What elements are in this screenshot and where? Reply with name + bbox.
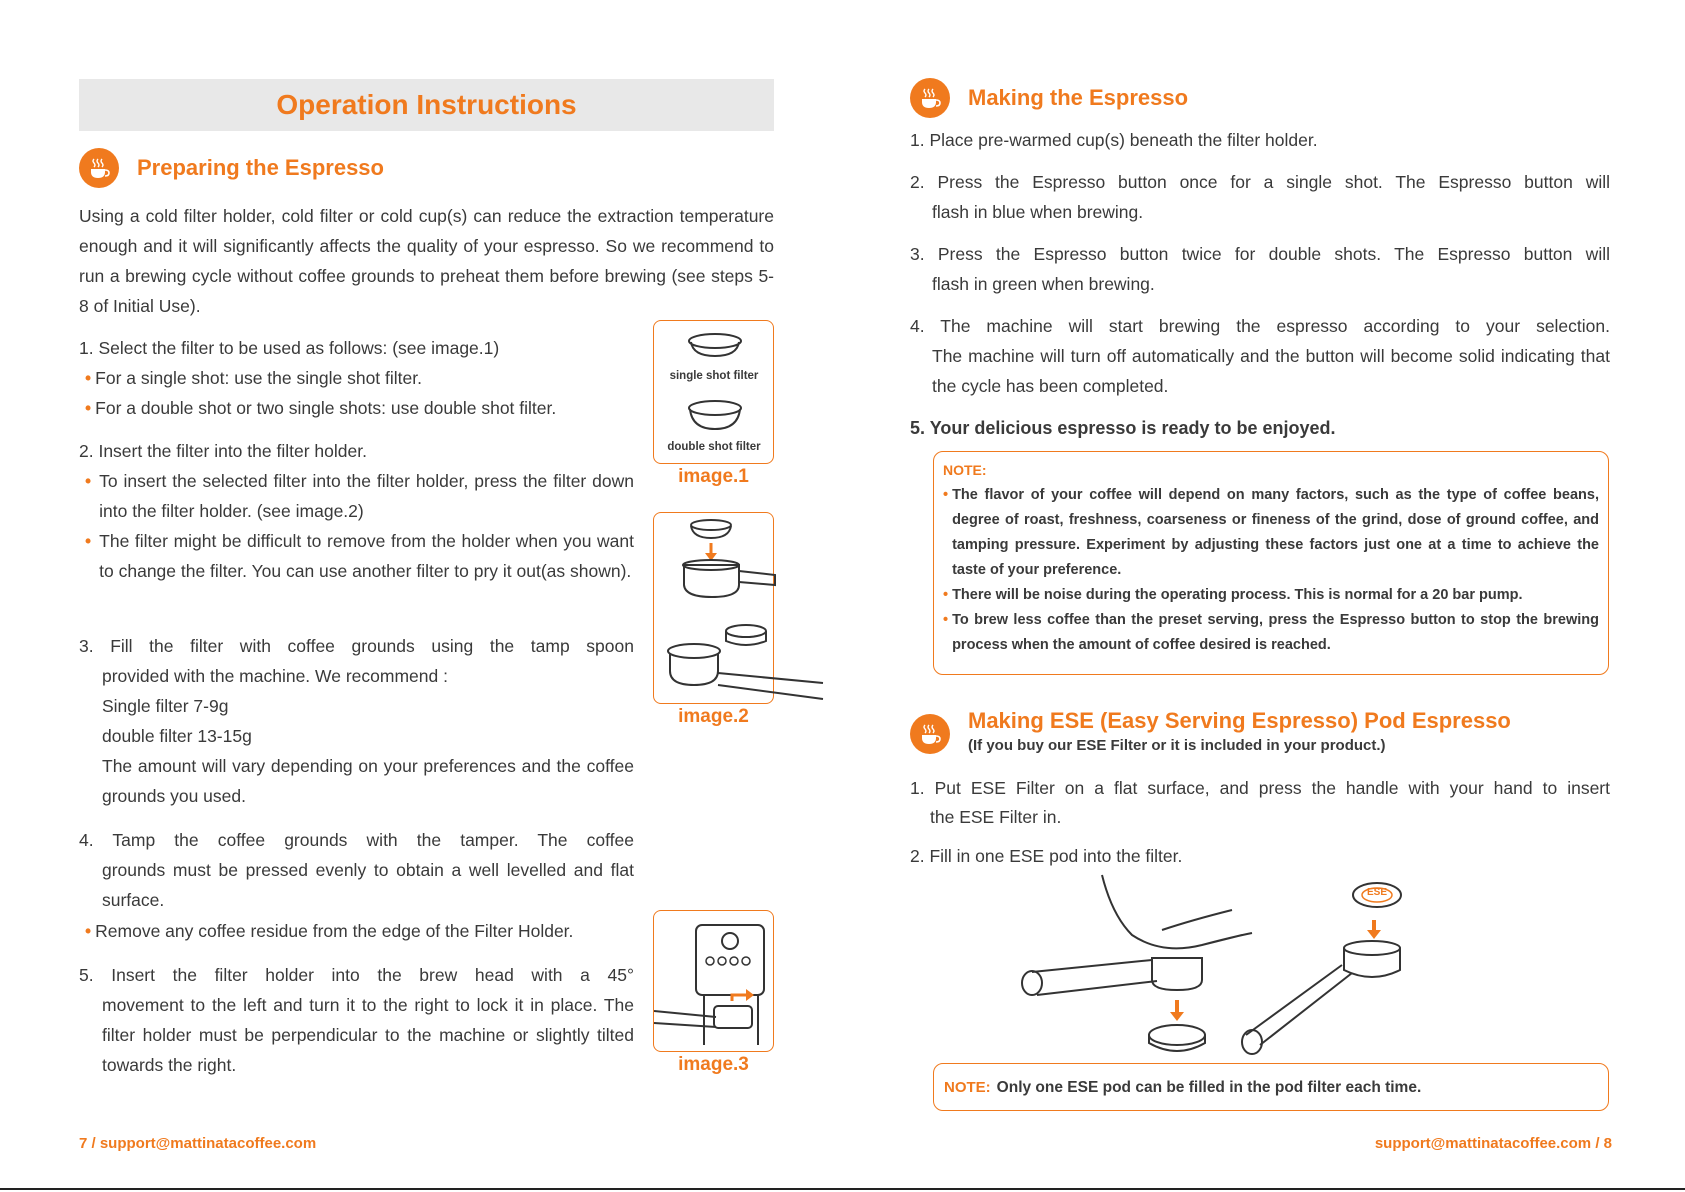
bullet-text: For a double shot or two single shots: use double shot filter. [95,398,557,418]
left-page [0,0,842,1192]
step-4-line-2: grounds must be pressed evenly to obtain a well levelled and flat surface. [102,860,634,910]
step-3-single: Single filter 7-9g [102,696,229,716]
ese-step-1-line-2: the ESE Filter in. [930,807,1062,827]
bullet-icon: • [85,921,92,941]
image-2-caption: image.2 [678,706,749,727]
make-step-4-line-1: 4. The machine will start brewing the espresso according to your selection. [910,316,1610,336]
note-heading: NOTE: [944,1078,991,1096]
coffee-cup-icon [910,714,950,754]
bottom-border [0,1188,1685,1190]
double-shot-filter-label: double shot filter [667,441,761,453]
bullet-icon: • [85,531,92,551]
coffee-cup-icon [79,148,119,188]
note-bullet-3 [943,608,1599,658]
intro-paragraph: Using a cold filter holder, cold filter or cold cup(s) can reduce the extraction temperature enough and it will significantly affects the quality of your espresso. So we recommend to run a brewing cycle without coffee grounds to preheat them before brewing (see steps 5-8 of Initial Use). [79,206,774,316]
step-3-note: The amount will vary depending on your preferences and the coffee grounds you used. [102,756,634,806]
section-title: Preparing the Espresso [137,155,384,180]
section-title: Making ESE (Easy Serving Espresso) Pod Espresso [968,708,1511,733]
bullet-icon: • [85,398,92,418]
note-text: To brew less coffee than the preset serving, press the Espresso button to stop the brewing process when the amount of coffee desired is reached. [952,612,1599,653]
bullet-text: Remove any coffee residue from the edge of the Filter Holder. [95,921,574,941]
make-step-3-line-2: flash in green when brewing. [932,274,1155,294]
section-making-header [910,78,1188,118]
section-preparing-header [79,148,384,188]
ese-filter-illustration [1002,870,1602,1060]
bullet-icon: • [85,368,92,388]
bullet-text: For a single shot: use the single shot filter. [95,368,422,388]
step-5-line-2: movement to the left and turn it to the right to lock it in place. The filter holder must be perpendicular to the machine or slightly tilted towards the right. [102,995,634,1075]
step-1-bullet-2 [85,393,645,423]
coffee-cup-icon [910,78,950,118]
note-bullet-2 [943,583,1599,608]
section-ese-header [910,708,1511,754]
arrow-down-icon [1170,1012,1184,1021]
filter-holder-illustration [654,513,824,713]
step-3-double: double filter 13-15g [102,726,252,746]
note-text: The flavor of your coffee will depend on many factors, such as the type of coffee beans, degree of roast, freshness, coarseness or fineness of the grind, dose of ground coffee, and tamping pressure. Experiment by adjusting these factors just one at a time to achieve the taste of your preference. [952,487,1599,578]
step-5-line-1: 5. Insert the filter holder into the brew head with a 45° [79,965,634,985]
image-3-caption: image.3 [678,1054,749,1075]
make-step-4-line-2: The machine will turn off automatically and the button will become solid indicating that the cycle has been completed. [932,346,1610,396]
image-2-box [653,512,774,704]
step-4-line-1: 4. Tamp the coffee grounds with the tamper. The coffee [79,830,634,850]
step-1: 1. Select the filter to be used as follows: (see image.1) [79,338,500,358]
step-2: 2. Insert the filter into the filter holder. [79,441,367,461]
note-text: There will be noise during the operating process. This is normal for a 20 bar pump. [952,587,1523,603]
step-3-line-2: provided with the machine. We recommend : [102,666,448,686]
note-box-1 [933,451,1609,675]
make-step-1: 1. Place pre-warmed cup(s) beneath the filter holder. [910,130,1318,150]
step-3-line-1: 3. Fill the filter with coffee grounds using the tamp spoon [79,636,634,656]
note-bullet-1 [943,483,1599,583]
image-1-caption: image.1 [678,466,749,487]
ese-pod-label: ESE [1366,887,1387,898]
espresso-machine-illustration [654,911,775,1053]
arrow-right-icon [746,989,754,1001]
note-text: Only one ESE pod can be filled in the pod filter each time. [996,1078,1422,1096]
arrow-down-icon [1367,930,1381,939]
right-page [842,0,1685,1192]
ese-step-2: 2. Fill in one ESE pod into the filter. [910,846,1183,866]
step-2-bullet-2 [85,526,634,586]
section-subtitle: (If you buy our ESE Filter or it is included in your product.) [968,737,1386,754]
bullet-text: To insert the selected filter into the filter holder, press the filter down into the filter holder. (see image.2) [99,471,634,521]
footer-right: support@mattinatacoffee.com / 8 [1374,1135,1612,1152]
make-step-3-line-1: 3. Press the Espresso button twice for double shots. The Espresso button will [910,244,1610,264]
bullet-icon: • [943,587,949,603]
image-1-box [653,320,774,464]
single-shot-filter-label: single shot filter [669,370,759,382]
ese-step-1-line-1: 1. Put ESE Filter on a flat surface, and press the handle with your hand to insert [910,778,1610,798]
page-banner: Operation Instructions [79,79,774,131]
bullet-icon: • [943,487,949,503]
footer-left: 7 / support@mattinatacoffee.com [79,1135,317,1152]
bullet-icon: • [943,612,949,628]
note-heading: NOTE: [943,462,987,478]
image-3-box [653,910,774,1052]
step-4-bullet [85,916,645,946]
step-1-bullet-1 [85,363,645,393]
note-box-2 [933,1063,1609,1111]
step-2-bullet-1 [85,466,634,526]
make-step-2-line-2: flash in blue when brewing. [932,202,1144,222]
section-title: Making the Espresso [968,85,1189,110]
bullet-text: The filter might be difficult to remove from the holder when you want to change the filter. You can use another filter to pry it out(as shown). [99,531,634,581]
make-step-2-line-1: 2. Press the Espresso button once for a single shot. The Espresso button will [910,172,1610,192]
make-step-5: 5. Your delicious espresso is ready to be enjoyed. [910,418,1336,438]
bullet-icon: • [85,471,92,491]
